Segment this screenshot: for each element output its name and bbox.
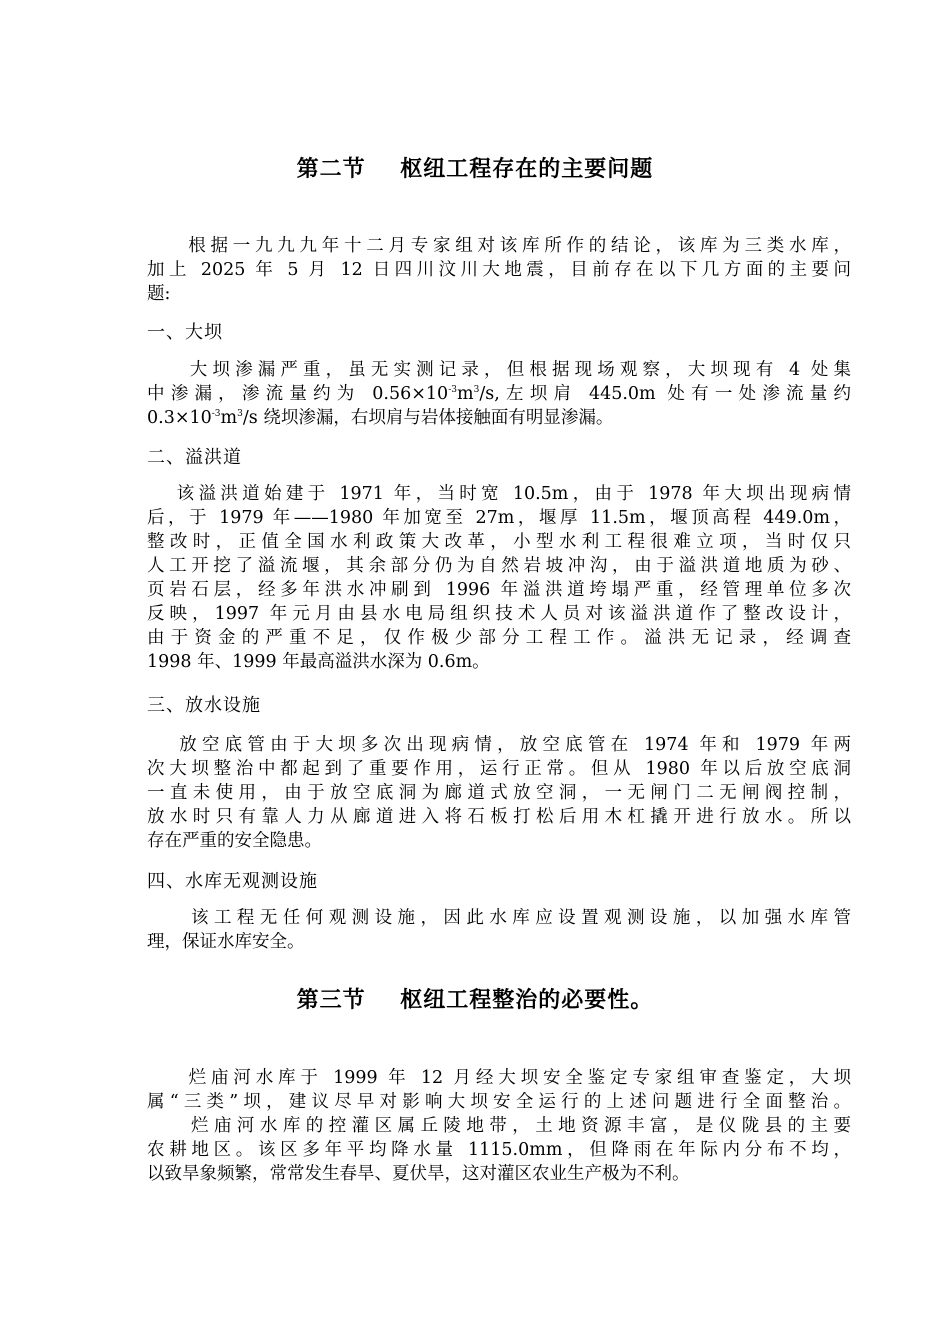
text-line: 根据一九九九年十二月专家组对该库所作的结论，该库为三类水库， — [147, 236, 851, 256]
spillway-paragraph — [147, 482, 851, 674]
superscript: 3 — [237, 409, 243, 420]
subheading-dam: 一、大坝 — [147, 322, 223, 343]
text-line: 次大坝整治中都起到了重要作用，运行正常。但从 1980 年以后放空底洞 — [147, 759, 851, 779]
text-line: 属“三类”坝，建议尽早对影响大坝安全运行的上述问题进行全面整治。 — [147, 1092, 851, 1112]
text-run: 0.3×10 — [147, 408, 212, 428]
text-line: 加上 2025 年 5 月 12 日四川汶川大地震，目前存在以下几方面的主要问 — [147, 260, 851, 280]
subheading-outlet: 三、放水设施 — [147, 695, 261, 716]
text-line: 整改时，正值全国水利政策大改革，小型水利工程很难立项，当时仅只 — [147, 532, 851, 552]
superscript: 3 — [473, 385, 480, 396]
section-2-intro — [147, 234, 851, 306]
monitoring-paragraph — [147, 906, 851, 954]
superscript: -3 — [211, 409, 221, 420]
text-line: 人工开挖了溢流堰，其余部分仍为自然岩坡冲沟，由于溢洪道地质为砂、 — [147, 556, 851, 576]
text-line: 由于资金的严重不足，仅作极少部分工程工作。溢洪无记录，经调查 — [147, 628, 851, 648]
text-line — [147, 382, 851, 406]
text-line: 存在严重的安全隐患。 — [147, 831, 322, 851]
text-line: 大坝渗漏严重，虽无实测记录，但根据现场观察，大坝现有 4 处集 — [147, 360, 851, 380]
subheading-spillway: 二、溢洪道 — [147, 447, 242, 468]
text-line: 放水时只有靠人力从廊道进入将石板打松后用木杠撬开进行放水。所以 — [147, 807, 851, 827]
text-line: 反映，1997 年元月由县水电局组织技术人员对该溢洪道作了整改设计， — [147, 604, 851, 624]
text-line: 该溢洪道始建于 1971 年，当时宽 10.5m，由于 1978 年大坝出现病情 — [147, 484, 851, 504]
section-3-paragraph — [147, 1066, 851, 1186]
superscript: -3 — [448, 385, 457, 396]
text-line: 以致旱象频繁，常常发生春旱、夏伏旱，这对灌区农业生产极为不利。 — [147, 1164, 690, 1184]
text-line: 1998 年、1999 年最高溢洪水深为 0.6m。 — [147, 652, 490, 672]
text-line: 题: — [147, 284, 171, 304]
text-line: 该工程无任何观测设施，因此水库应设置观测设施，以加强水库管 — [147, 908, 851, 928]
text-line: 烂庙河水库的控灌区属丘陵地带，土地资源丰富，是仪陇县的主要 — [147, 1116, 851, 1136]
text-run: m — [456, 384, 474, 404]
text-line: 农耕地区。该区多年平均降水量 1115.0mm，但降雨在年际内分布不均， — [147, 1140, 851, 1160]
dam-paragraph — [147, 358, 851, 430]
section-3-title: 第三节 枢纽工程整治的必要性。 — [296, 988, 654, 1013]
outlet-paragraph — [147, 733, 851, 853]
text-line: 后，于 1979 年——1980 年加宽至 27m，堰厚 11.5m，堰顶高程 449.0m， — [147, 508, 851, 528]
section-2-title: 第二节 枢纽工程存在的主要问题 — [296, 157, 654, 182]
text-run: /s 绕坝渗漏，右坝肩与岩体接触面有明显渗漏。 — [242, 408, 614, 428]
text-line: 一直未使用，由于放空底洞为廊道式放空洞，一无闸门二无闸阀控制， — [147, 783, 851, 803]
text-line: 理，保证水库安全。 — [147, 932, 305, 952]
text-line — [147, 406, 851, 430]
text-line: 烂庙河水库于 1999 年 12 月经大坝安全鉴定专家组审查鉴定，大坝 — [147, 1068, 851, 1088]
text-line: 放空底管由于大坝多次出现病情，放空底管在 1974 年和 1979 年两 — [147, 735, 851, 755]
text-run: 中渗漏，渗流量约为 0.56×10 — [147, 384, 449, 404]
text-line: 页岩石层，经多年洪水冲刷到 1996 年溢洪道垮塌严重，经管理单位多次 — [147, 580, 851, 600]
text-run: /s,左坝肩 445.0m 处有一处渗流量约 — [479, 384, 851, 404]
subheading-monitoring: 四、水库无观测设施 — [147, 871, 318, 892]
text-run: m — [220, 408, 238, 428]
